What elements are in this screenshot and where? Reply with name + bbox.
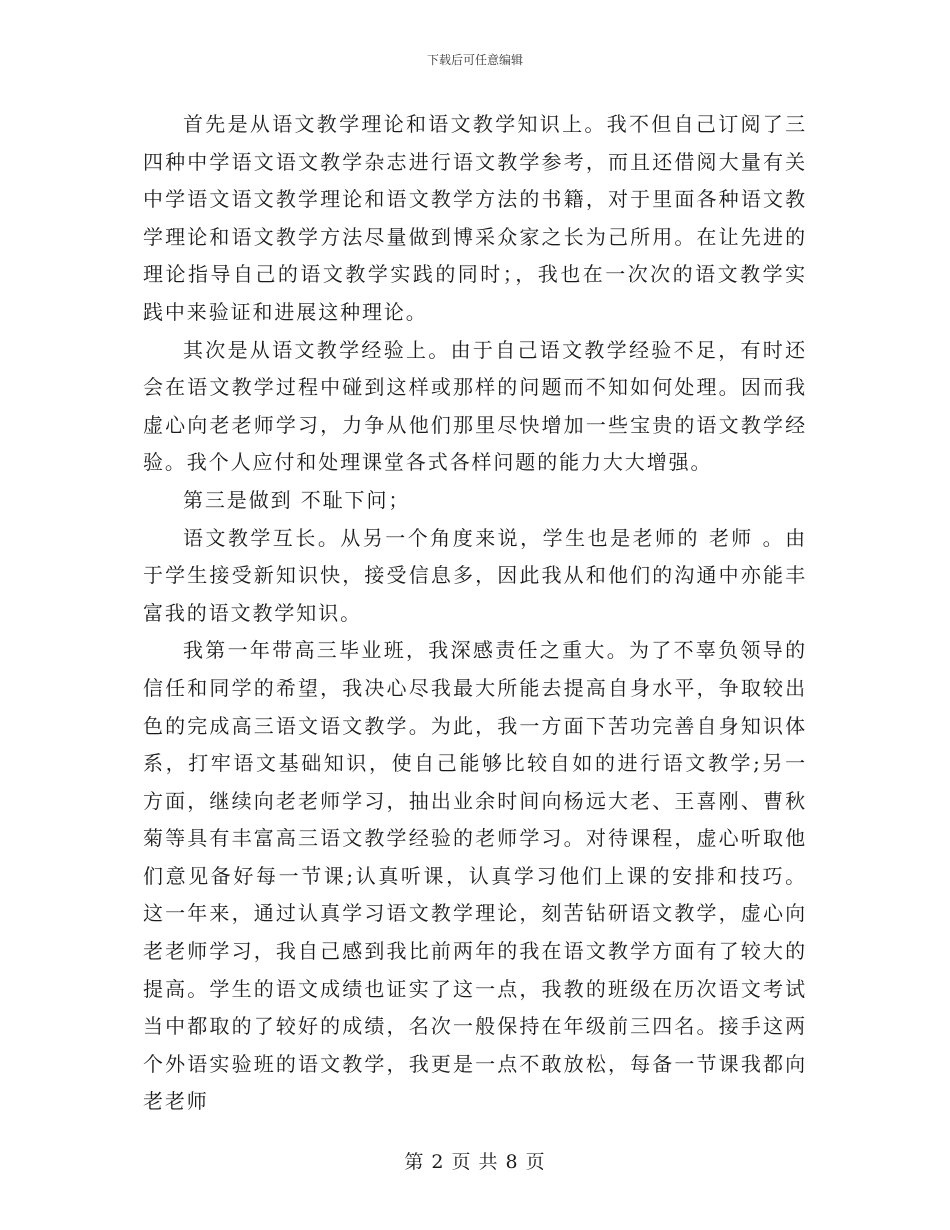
paragraph-experience: 其次是从语文教学经验上。由于自己语文教学经验不足，有时还会在语文教学过程中碰到这样或那样的问题而不知如何处理。因而我虚心向老老师学习，力争从他们那里尽快增加一些宝贵的语文教学经验。我个人应付和处理课堂各式各样问题的能力大大增强。 (143, 337, 807, 475)
paragraph-senior-class: 我第一年带高三毕业班，我深感责任之重大。为了不辜负领导的信任和同学的希望，我决心尽我最大所能去提高自身水平，争取较出色的完成高三语文语文教学。为此，我一方面下苦功完善自身知识体系，打牢语文基础知识，使自己能够比较自如的进行语文教学;另一方面，继续向老老师学习，抽出业余时间向杨远大老、王喜刚、曹秋菊等具有丰富高三语文教学经验的老师学习。对待课程，虚心听取他们意见备好每一节课;认真听课，认真学习他们上课的安排和技巧。这一年来，通过认真学习语文教学理论，刻苦钻研语文教学，虚心向老老师学习，我自己感到我比前两年的我在语文教学方面有了较大的提高。学生的语文成绩也证实了这一点，我教的班级在历次语文考试当中都取的了较好的成绩，名次一般保持在年级前三四名。接手这两个外语实验班的语文教学，我更是一点不敢放松，每备一节课我都向老老师 (143, 638, 807, 1114)
paragraph-theory: 首先是从语文教学理论和语文教学知识上。我不但自己订阅了三四种中学语文语文教学杂志进行语文教学参考，而且还借阅大量有关中学语文语文教学理论和语文教学方法的书籍，对于里面各种语文教学理论和语文教学方法尽量做到博采众家之长为己所用。在让先进的理论指导自己的语文教学实践的同时；，我也在一次次的语文教学实践中来验证和进展这种理论。 (143, 112, 807, 324)
document-body (143, 106, 807, 1121)
paragraph-mutual-growth: 语文教学互长。从另一个角度来说，学生也是老师的 老师 。由于学生接受新知识快，接受信息多，因此我从和他们的沟通中亦能丰富我的语文教学知识。 (143, 525, 807, 625)
page-header: 下载后可任意编辑 (426, 53, 523, 67)
paragraph-third-heading: 第三是做到 不耻下问； (183, 487, 411, 512)
page-number-footer: 第 2 页 共 8 页 (404, 1151, 546, 1173)
